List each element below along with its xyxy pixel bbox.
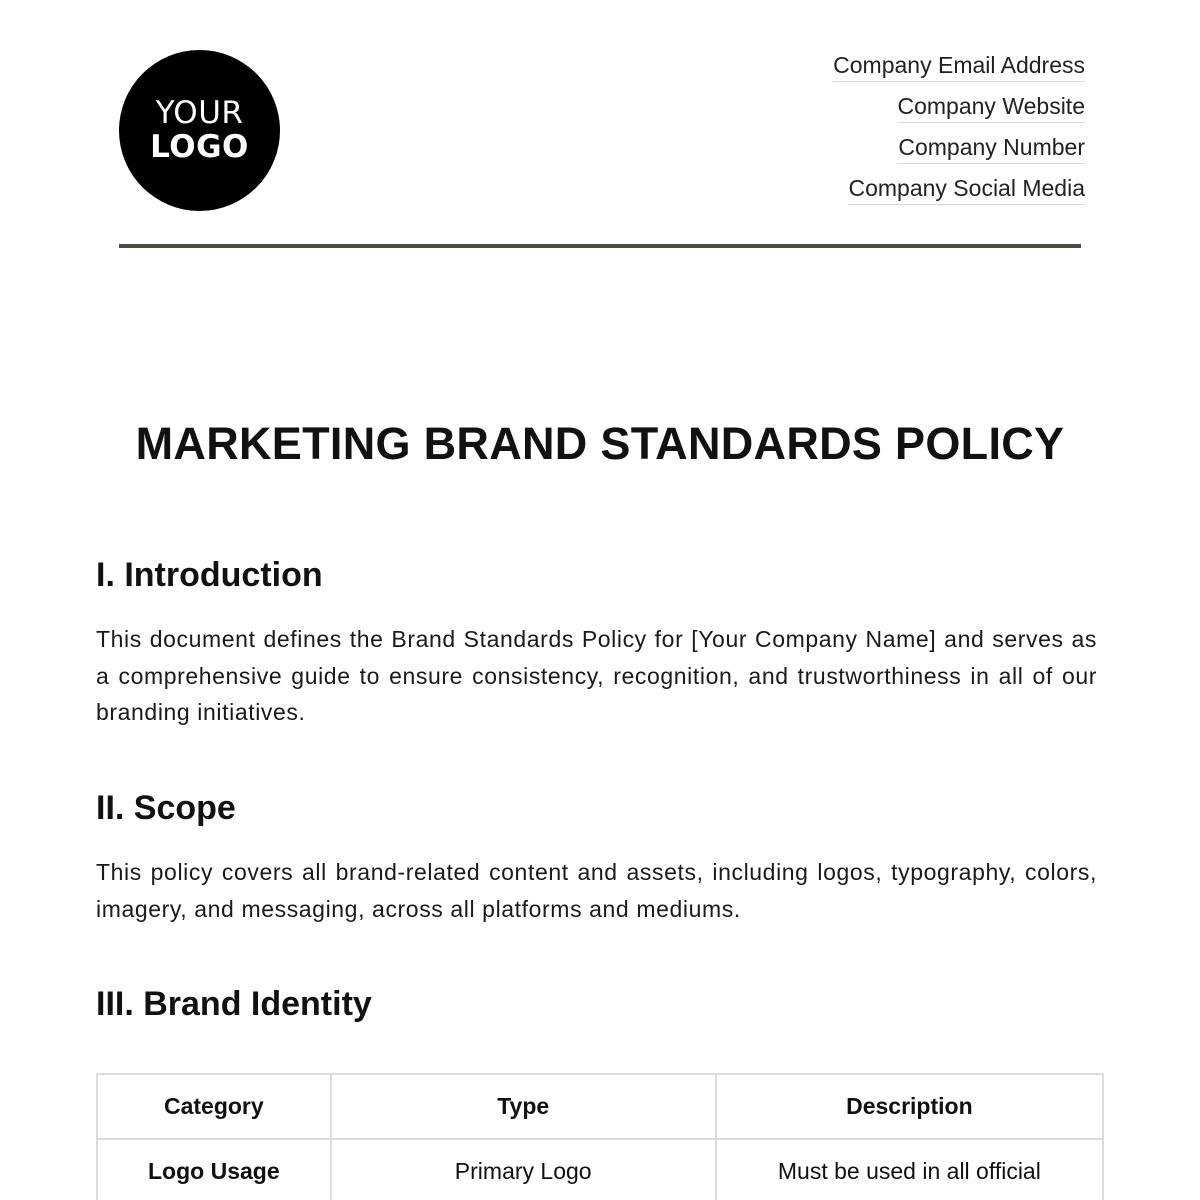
introduction-text: This document defines the Brand Standards Policy for [Your Company Name] and serves as a comprehensive guide to ensure consistency, recognition, and trustworthiness in all of our branding initiatives.: [96, 626, 1097, 725]
header-description: Description: [716, 1074, 1103, 1139]
logo-line-2: LOGO: [150, 129, 249, 165]
cell-type: Primary Logo: [331, 1139, 716, 1200]
table-header-row: [97, 1074, 1103, 1139]
header-divider: [119, 244, 1081, 248]
logo-line-1: YOUR: [155, 95, 244, 131]
company-social-media: Company Social Media: [848, 175, 1085, 205]
company-number: Company Number: [898, 134, 1085, 164]
brand-identity-table: [96, 1073, 1104, 1200]
contact-block: [833, 52, 1085, 216]
table-row: [97, 1139, 1103, 1200]
document-title: MARKETING BRAND STANDARDS POLICY: [135, 418, 1065, 469]
header-type: Type: [331, 1074, 716, 1139]
introduction-heading: I. Introduction: [96, 556, 323, 594]
cell-category: Logo Usage: [97, 1139, 331, 1200]
scope-heading: II. Scope: [96, 789, 236, 827]
company-website: Company Website: [898, 93, 1086, 123]
company-logo: [119, 50, 280, 211]
cell-description: Must be used in all official: [716, 1139, 1103, 1200]
header-category: Category: [97, 1074, 331, 1139]
scope-text: This policy covers all brand-related content and assets, including logos, typography, colors, imagery, and messaging, across all platforms and mediums.: [96, 859, 1097, 922]
company-email: Company Email Address: [833, 52, 1085, 82]
brand-identity-heading: III. Brand Identity: [96, 985, 372, 1023]
